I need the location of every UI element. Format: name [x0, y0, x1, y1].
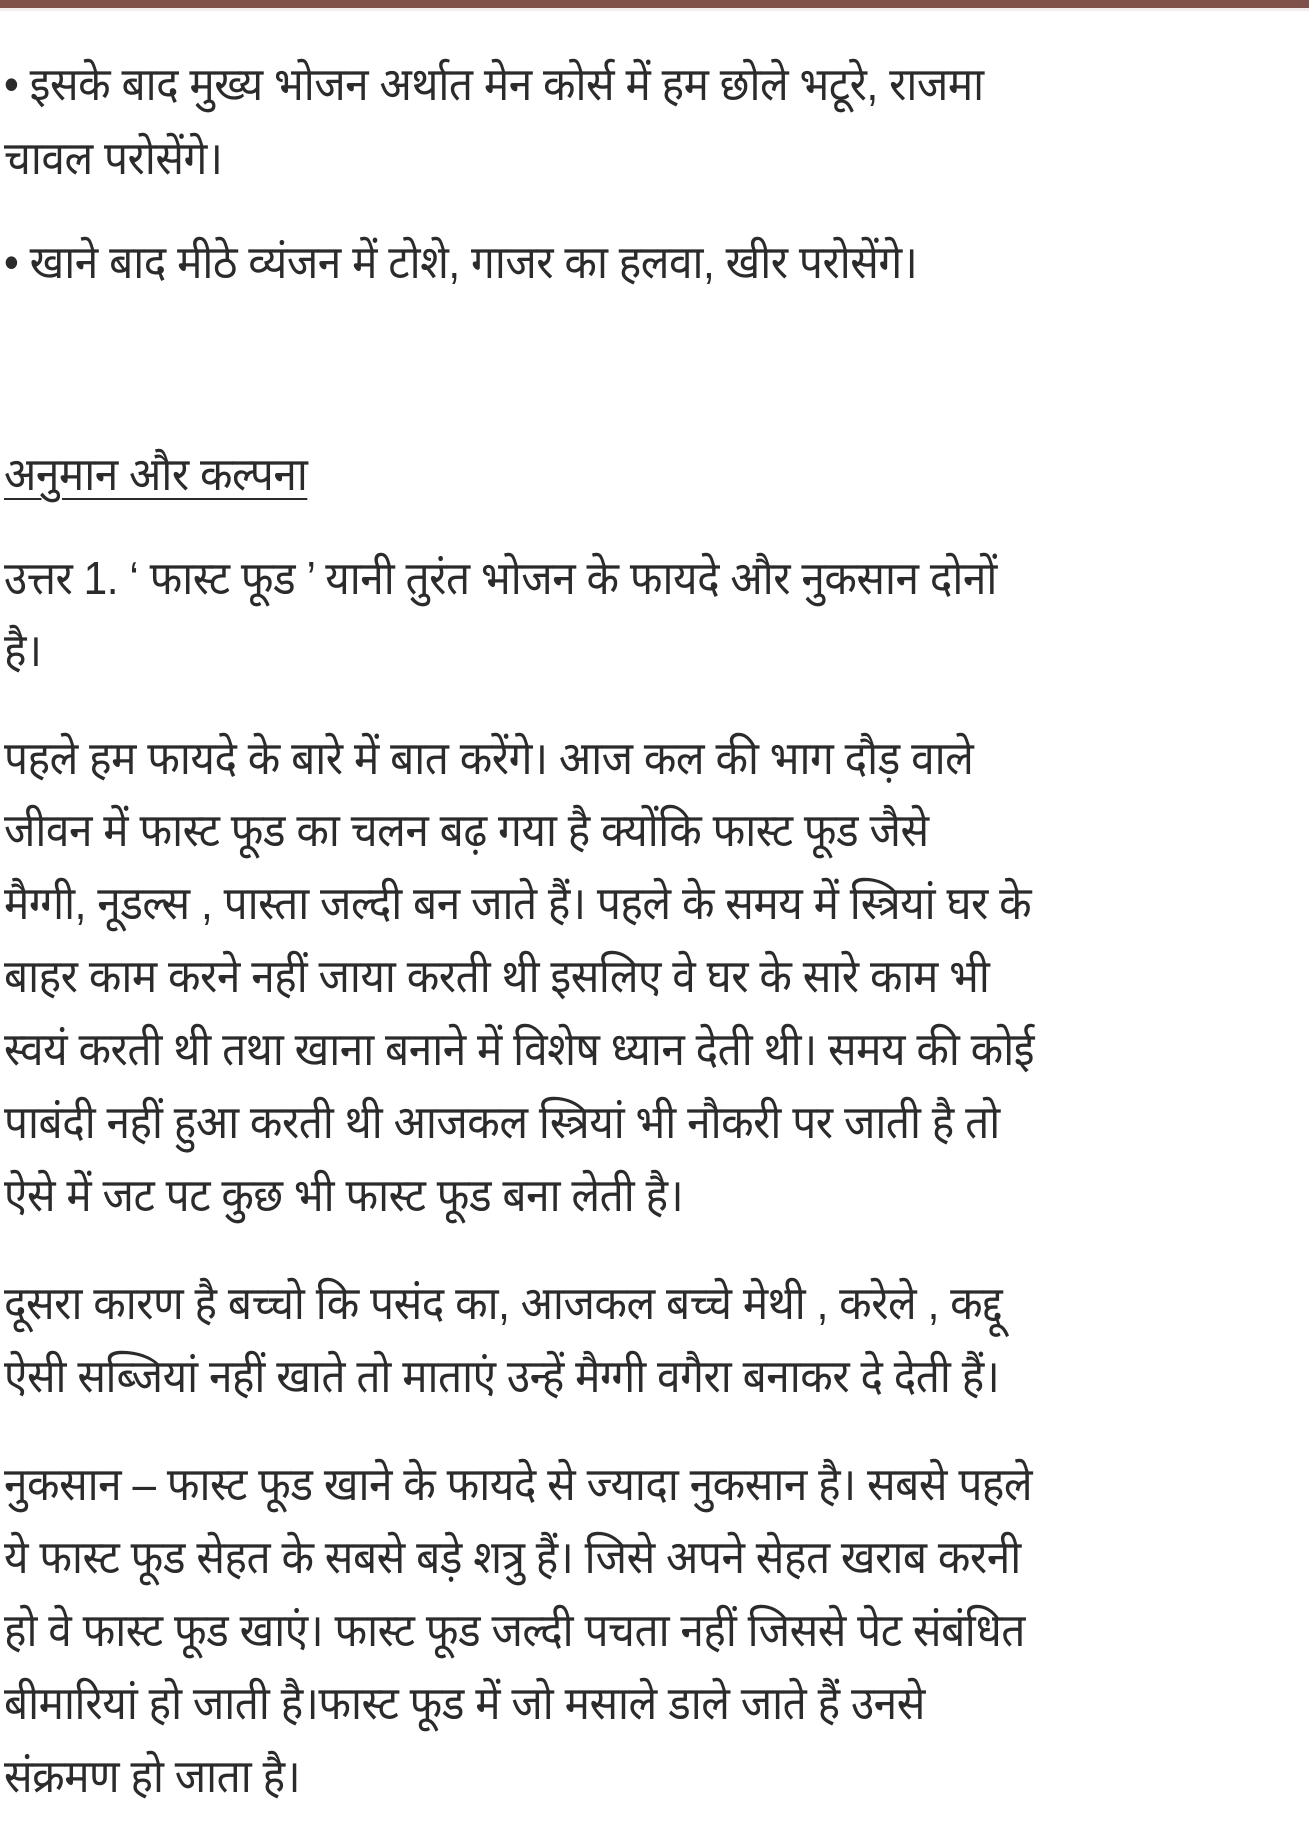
paragraph-line: जीवन में फास्ट फूड का चलन बढ़ गया है क्योंकि फास्ट फूड जैसे [4, 804, 929, 856]
paragraph-line: पहले हम फायदे के बारे में बात करेंगे। आज कल की भाग दौड़ वाले [4, 732, 974, 784]
paragraph-line: हो वे फास्ट फूड खाएं। फास्ट फूड जल्दी पचता नहीं जिससे पेट संबंधित [4, 1604, 1025, 1656]
bullet-item-line: चावल परोसेंगे। [4, 132, 223, 184]
paragraph-line: मैग्गी, नूडल्स , पास्ता जल्दी बन जाते हैं। पहले के समय में स्त्रियां घर के [4, 877, 1032, 929]
paragraph-line: ऐसे में जट पट कुछ भी फास्ट फूड बना लेती है। [4, 1169, 684, 1221]
top-accent-bar [0, 0, 1309, 8]
top-bar-divider [0, 8, 1309, 11]
paragraph-line: संक्रमण हो जाता है। [4, 1750, 301, 1802]
paragraph-line: स्वयं करती थी तथा खाना बनाने में विशेष ध्यान देती थी। समय की कोई [4, 1023, 1035, 1075]
paragraph-line: बाहर काम करने नहीं जाया करती थी इसलिए वे घर के सारे काम भी [4, 950, 990, 1002]
paragraph-line: बीमारियां हो जाती है।फास्ट फूड में जो मसाले डाले जाते हैं उनसे [4, 1677, 925, 1729]
paragraph-line: पाबंदी नहीं हुआ करती थी आजकल स्त्रियां भी नौकरी पर जाती है तो [4, 1096, 1000, 1148]
paragraph-line: नुकसान – फास्ट फूड खाने के फायदे से ज्यादा नुकसान है। सबसे पहले [4, 1458, 1033, 1510]
paragraph-line: उत्तर 1. ‘ फास्ट फूड ’ यानी तुरंत भोजन के फायदे और नुकसान दोनों [4, 552, 997, 604]
paragraph-line: है। [4, 624, 42, 676]
bullet-item-line: • इसके बाद मुख्य भोजन अर्थात मेन कोर्स में हम छोले भटूरे, राजमा [4, 58, 984, 110]
section-heading: अनुमान और कल्पना [4, 448, 308, 500]
paragraph-line: ऐसी सब्जियां नहीं खाते तो माताएं उन्हें मैग्गी वगैरा बनाकर दे देती हैं। [4, 1350, 1000, 1402]
paragraph-line: दूसरा कारण है बच्चो कि पसंद का, आजकल बच्चे मेथी , करेले , कद्दू [4, 1277, 1003, 1329]
bullet-item-line: • खाने बाद मीठे व्यंजन में टोशे, गाजर का हलवा, खीर परोसेंगे। [4, 236, 918, 288]
paragraph-line: ये फास्ट फूड सेहत के सबसे बड़े शत्रु हैं। जिसे अपने सेहत खराब करनी [4, 1531, 1021, 1583]
